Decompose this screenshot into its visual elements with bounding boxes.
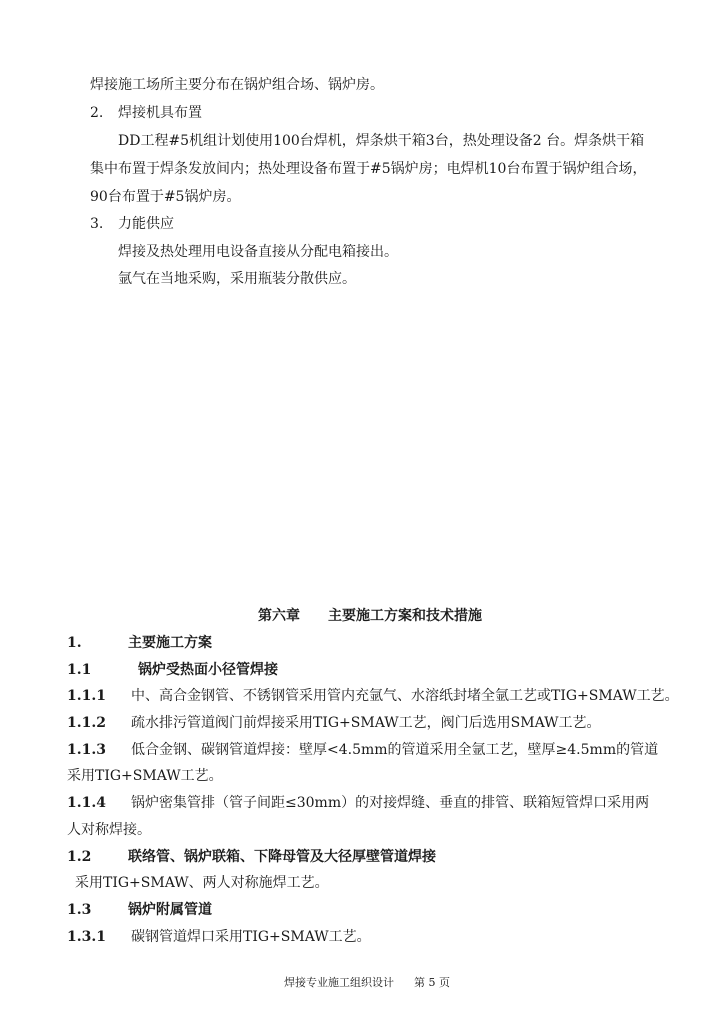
paragraph-line: 焊接及热处理用电设备直接从分配电箱接出。 <box>118 244 398 260</box>
heading-number: 1.3 <box>67 902 92 918</box>
paragraph-line: 中、高合金钢管、不锈钢管采用管内充氩气、水溶纸封堵全氩工艺或TIG+SMAW工艺。 <box>131 688 679 704</box>
heading-number: 1.2 <box>67 849 92 865</box>
paragraph-line: 低合金钢、碳钢管道焊接：壁厚<4.5mm的管道采用全氩工艺，壁厚≥4.5mm的管道 <box>131 742 659 758</box>
heading-number: 1.3.1 <box>67 929 106 945</box>
heading-number: 1.1.4 <box>67 795 106 811</box>
heading-number: 1.1.2 <box>67 715 106 731</box>
paragraph-line: DD工程#5机组计划使用100台焊机，焊条烘干箱3台，热处理设备2 台。焊条烘干箱 <box>118 133 645 149</box>
heading-number: 1. <box>67 635 82 651</box>
paragraph-welding-location: 焊接施工场所主要分布在锅炉组合场、锅炉房。 <box>90 77 384 93</box>
paragraph-line: 90台布置于#5锅炉房。 <box>90 189 241 205</box>
paragraph-line: 采用TIG+SMAW工艺。 <box>67 768 223 784</box>
heading-number: 1.1 <box>67 662 92 678</box>
footer-doc-title: 焊接专业施工组织设计 <box>284 976 394 989</box>
paragraph-line: 锅炉密集管排（管子间距≤30mm）的对接焊缝、垂直的排管、联箱短管焊口采用两 <box>131 795 650 811</box>
footer-page-number: 第 5 页 <box>414 976 450 989</box>
item-title: 焊接机具布置 <box>118 105 202 121</box>
chapter-label: 第六章 <box>258 608 300 624</box>
heading-title: 锅炉附属管道 <box>128 902 212 918</box>
heading-number: 1.1.3 <box>67 742 106 758</box>
paragraph-line: 疏水排污管道阀门前焊接采用TIG+SMAW工艺，阀门后选用SMAW工艺。 <box>131 715 601 731</box>
item-title: 力能供应 <box>118 216 174 232</box>
paragraph-line: 采用TIG+SMAW、两人对称施焊工艺。 <box>75 875 329 891</box>
paragraph-line: 人对称焊接。 <box>67 822 151 838</box>
heading-title: 联络管、锅炉联箱、下降母管及大径厚壁管道焊接 <box>128 849 436 865</box>
item-number: 2. <box>90 105 104 121</box>
paragraph-line: 氩气在当地采购，采用瓶装分散供应。 <box>118 271 356 287</box>
paragraph-line: 碳钢管道焊口采用TIG+SMAW工艺。 <box>131 929 371 945</box>
item-number: 3. <box>90 216 104 232</box>
chapter-title: 主要施工方案和技术措施 <box>328 608 482 624</box>
heading-number: 1.1.1 <box>67 688 106 704</box>
heading-title: 锅炉受热面小径管焊接 <box>138 662 278 678</box>
heading-title: 主要施工方案 <box>128 635 212 651</box>
paragraph-line: 集中布置于焊条发放间内；热处理设备布置于#5锅炉房；电焊机10台布置于锅炉组合场， <box>90 161 647 177</box>
